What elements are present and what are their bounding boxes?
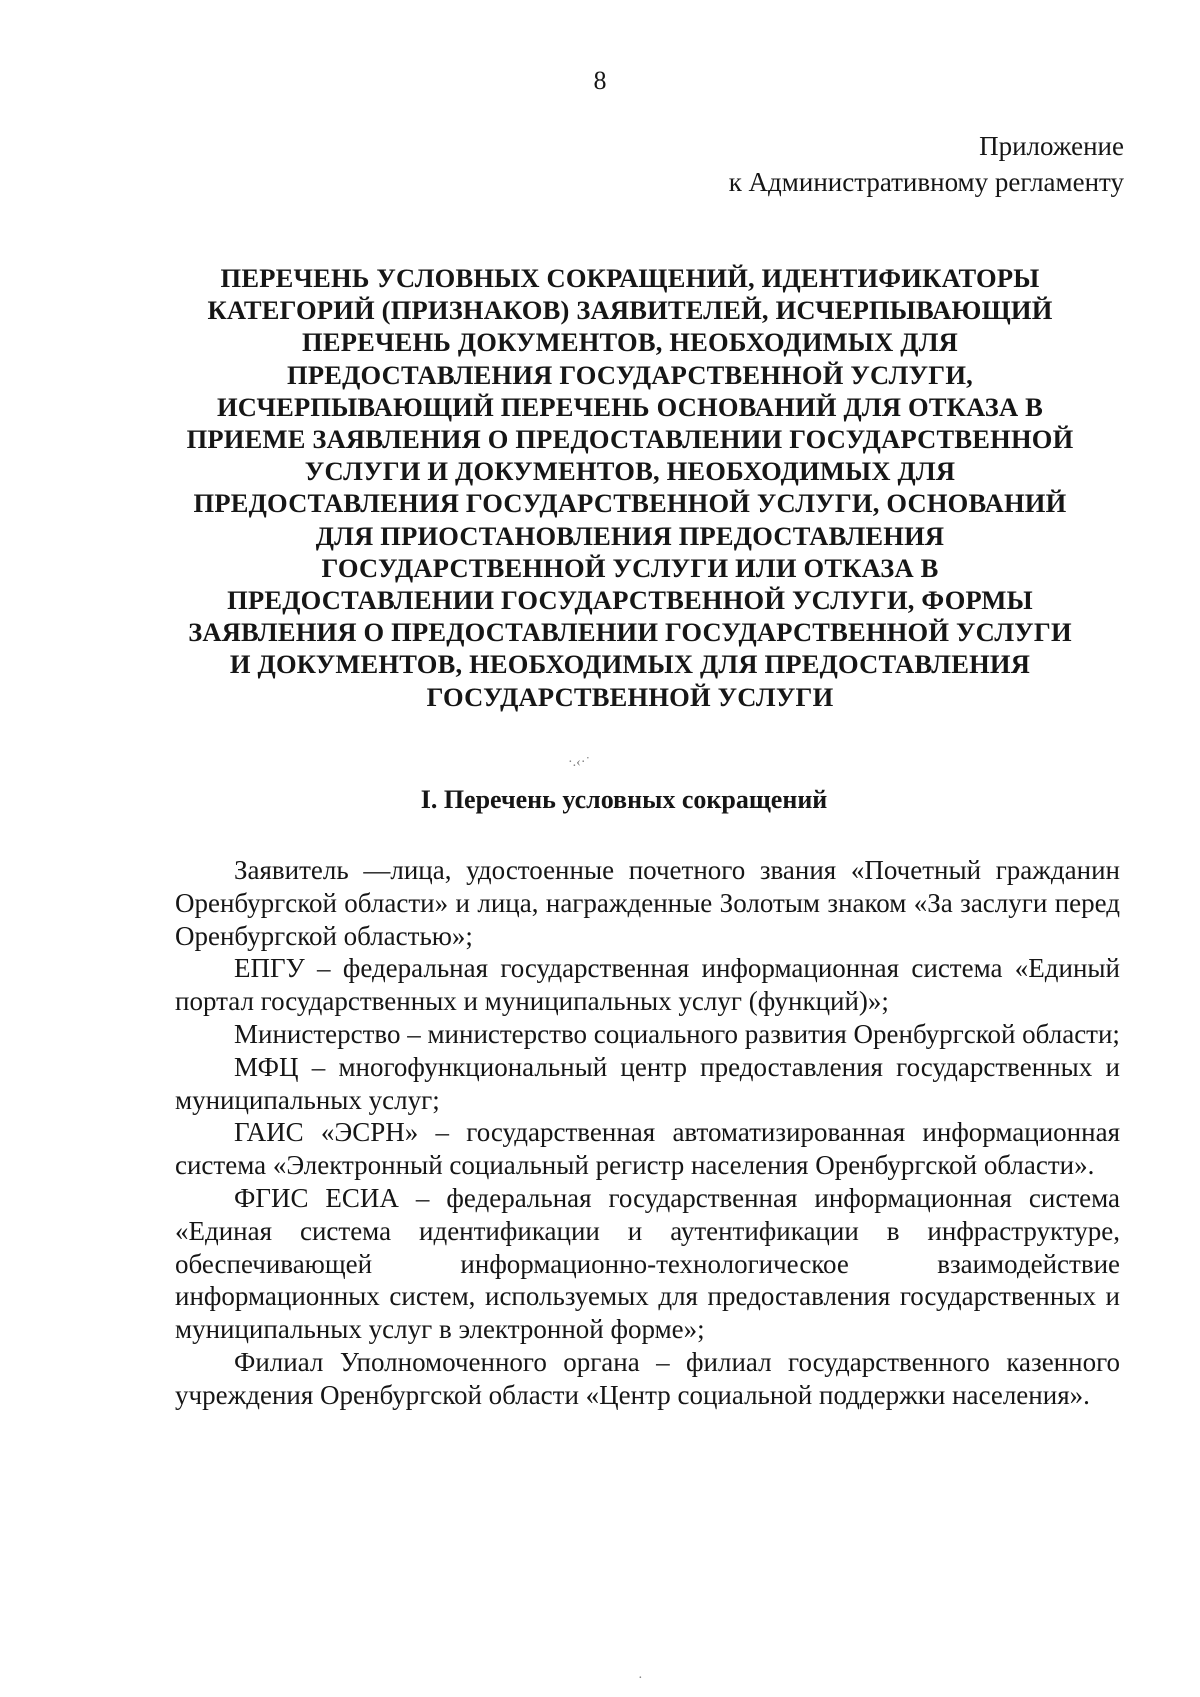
title-line: ПРЕДОСТАВЛЕНИЯ ГОСУДАРСТВЕННОЙ УСЛУГИ, <box>287 359 973 390</box>
title-line: КАТЕГОРИЙ (ПРИЗНАКОВ) ЗАЯВИТЕЛЕЙ, ИСЧЕРПЫВАЮЩИЙ <box>207 295 1053 326</box>
definition-paragraph: ЕПГУ – федеральная государственная информационная система «Единый портал государственных и муниципальных услуг (функций)»; <box>175 953 1120 1017</box>
definitions-list <box>175 854 1120 1412</box>
definition-paragraph: ФГИС ЕСИА – федеральная государственная информационная система «Единая система идентификации и аутентификации в инфраструктуре, обеспечивающей информационно-технологическое взаимодействие информационных систем, используемых для предоставления государственных и муниципальных услуг в электронной форме»; <box>175 1182 1120 1345</box>
definition-paragraph: МФЦ – многофункциональный центр предоставления государственных и муниципальных услуг; <box>175 1051 1120 1115</box>
definition-paragraph: Филиал Уполномоченного органа – филиал государственного казенного учреждения Оренбургской области «Центр социальной поддержки населения». <box>175 1346 1120 1410</box>
document-title <box>150 262 1110 713</box>
title-line: ГОСУДАРСТВЕННОЙ УСЛУГИ ИЛИ ОТКАЗА В <box>321 552 939 583</box>
definition-paragraph: Министерство – министерство социального развития Оренбургской области; <box>234 1018 1120 1049</box>
appendix-line-1: Приложение <box>979 131 1124 161</box>
definition-paragraph: Заявитель —лица, удостоенные почетного звания «Почетный гражданин Оренбургской области» и лица, награжденные Золотым знаком «За заслуги перед Оренбургской областью»; <box>175 855 1120 951</box>
title-line: ПЕРЕЧЕНЬ ДОКУМЕНТОВ, НЕОБХОДИМЫХ ДЛЯ <box>302 327 958 358</box>
page-number: 8 <box>593 66 607 95</box>
appendix-note <box>729 128 1124 200</box>
title-line: ЗАЯВЛЕНИЯ О ПРЕДОСТАВЛЕНИИ ГОСУДАРСТВЕННОЙ УСЛУГИ <box>188 617 1072 648</box>
appendix-line-2: к Административному регламенту <box>728 167 1124 197</box>
title-line: УСЛУГИ И ДОКУМЕНТОВ, НЕОБХОДИМЫХ ДЛЯ <box>304 456 956 487</box>
title-line: ПЕРЕЧЕНЬ УСЛОВНЫХ СОКРАЩЕНИЙ, ИДЕНТИФИКАТОРЫ <box>220 263 1040 293</box>
scan-dot: · <box>638 1671 643 1686</box>
scan-artifact: ·.‹·˙ <box>568 755 591 770</box>
title-line: ПРИЕМЕ ЗАЯВЛЕНИЯ О ПРЕДОСТАВЛЕНИИ ГОСУДАРСТВЕННОЙ <box>186 424 1074 455</box>
title-line: ПРЕДОСТАВЛЕНИИ ГОСУДАРСТВЕННОЙ УСЛУГИ, ФОРМЫ <box>227 585 1033 616</box>
title-line: ГОСУДАРСТВЕННОЙ УСЛУГИ <box>426 681 834 712</box>
title-line: ИСЧЕРПЫВАЮЩИЙ ПЕРЕЧЕНЬ ОСНОВАНИЙ ДЛЯ ОТКАЗА В <box>216 391 1044 422</box>
title-line: ДЛЯ ПРИОСТАНОВЛЕНИЯ ПРЕДОСТАВЛЕНИЯ <box>315 520 945 551</box>
section-heading: I. Перечень условных сокращений <box>420 785 828 814</box>
definition-paragraph: ГАИС «ЭСРН» – государственная автоматизированная информационная система «Электронный социальный регистр населения Оренбургской области». <box>175 1117 1120 1181</box>
title-line: И ДОКУМЕНТОВ, НЕОБХОДИМЫХ ДЛЯ ПРЕДОСТАВЛЕНИЯ <box>229 649 1031 680</box>
title-line: ПРЕДОСТАВЛЕНИЯ ГОСУДАРСТВЕННОЙ УСЛУГИ, ОСНОВАНИЙ <box>193 488 1067 519</box>
